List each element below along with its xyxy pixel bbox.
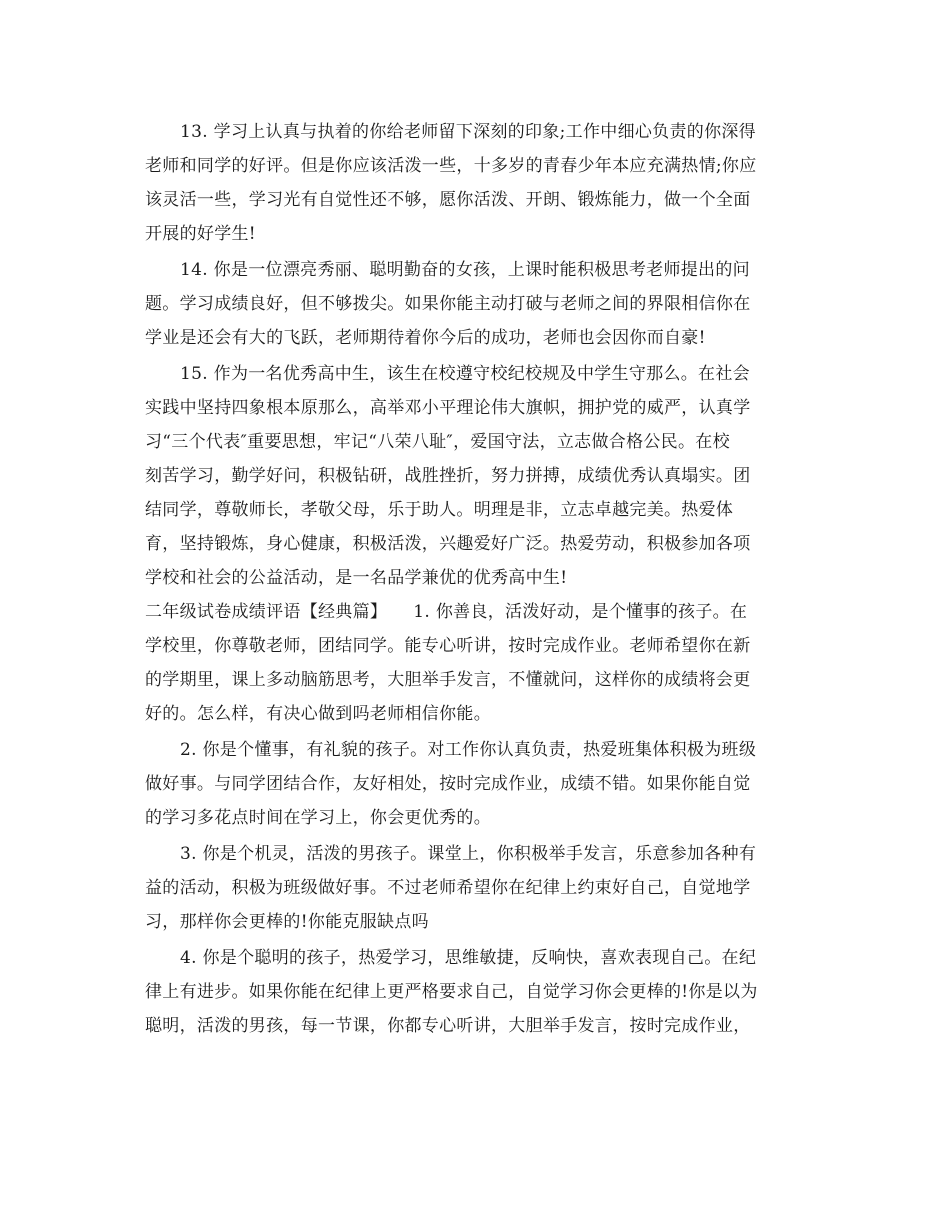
text-line: 学校和社会的公益活动，是一名品学兼优的优秀高中生! bbox=[145, 568, 568, 588]
text-line: 3. 你是个机灵，活泼的男孩子。课堂上，你积极举手发言，乐意参加各种有 bbox=[180, 844, 757, 864]
text-line: 做好事。与同学团结合作，友好相处，按时完成作业，成绩不错。如果你能自觉 bbox=[145, 774, 751, 794]
text-line: 老师和同学的好评。但是你应该活泼一些，十多岁的青春少年本应充满热情;你应 bbox=[145, 156, 757, 176]
text-line: 的学习多花点时间在学习上，你会更优秀的。 bbox=[145, 808, 491, 828]
text-line: 实践中坚持四象根本原那么，高举邓小平理论伟大旗帜，拥护党的威严，认真学 bbox=[145, 398, 751, 418]
text-line: 好的。怎么样，有决心做到吗老师相信你能。 bbox=[145, 704, 491, 724]
text-line: 的学期里，课上多动脑筋思考，大胆举手发言，不懂就问，这样你的成绩将会更 bbox=[145, 670, 751, 690]
text-line: 习“三个代表″重要思想，牢记“八荣八耻″，爱国守法，立志做合格公民。在校 bbox=[145, 432, 730, 452]
text-line: 聪明，活泼的男孩，每一节课，你都专心听讲，大胆举手发言，按时完成作业， bbox=[145, 1016, 751, 1036]
text-line: 2. 你是个懂事，有礼貌的孩子。对工作你认真负责，热爱班集体积极为班级 bbox=[180, 740, 757, 760]
text-line: 15. 作为一名优秀高中生，该生在校遵守校纪校规及中学生守那么。在社会 bbox=[180, 364, 750, 384]
text-line: 育，坚持锻炼，身心健康，积极活泼，兴趣爱好广泛。热爱劳动，积极参加各项 bbox=[145, 534, 751, 554]
text-line: 4. 你是个聪明的孩子，热爱学习，思维敏捷，反响快，喜欢表现自己。在纪 bbox=[180, 948, 757, 968]
text-line: 开展的好学生! bbox=[145, 224, 256, 244]
text-line: 学校里，你尊敬老师，团结同学。能专心听讲，按时完成作业。老师希望你在新 bbox=[145, 636, 751, 656]
text-line: 学业是还会有大的飞跃，老师期待着你今后的成功，老师也会因你而自豪! bbox=[145, 328, 706, 348]
text-line: 结同学，尊敬师长，孝敬父母，乐于助人。明理是非，立志卓越完美。热爱体 bbox=[145, 500, 734, 520]
text-line: 题。学习成绩良好，但不够拨尖。如果你能主动打破与老师之间的界限相信你在 bbox=[145, 294, 751, 314]
text-line: 13. 学习上认真与执着的你给老师留下深刻的印象;工作中细心负责的你深得 bbox=[180, 122, 756, 142]
section-heading-line: 二年级试卷成绩评语【经典篇】 1. 你善良，活泼好动，是个懂事的孩子。在 bbox=[145, 602, 748, 622]
text-line: 益的活动，积极为班级做好事。不过老师希望你在纪律上约束好自己，自觉地学 bbox=[145, 878, 751, 898]
text-line: 该灵活一些，学习光有自觉性还不够，愿你活泼、开朗、锻炼能力，做一个全面 bbox=[145, 190, 751, 210]
text-line: 刻苦学习，勤学好问，积极钻研，战胜挫折，努力拼搏，成绩优秀认真塌实。团 bbox=[145, 466, 751, 486]
text-line: 习，那样你会更棒的!你能克服缺点吗 bbox=[145, 912, 429, 932]
text-line: 14. 你是一位漂亮秀丽、聪明勤奋的女孩，上课时能积极思考老师提出的问 bbox=[180, 260, 750, 280]
text-line: 律上有进步。如果你能在纪律上更严格要求自己，自觉学习你会更棒的!你是以为 bbox=[145, 982, 758, 1002]
